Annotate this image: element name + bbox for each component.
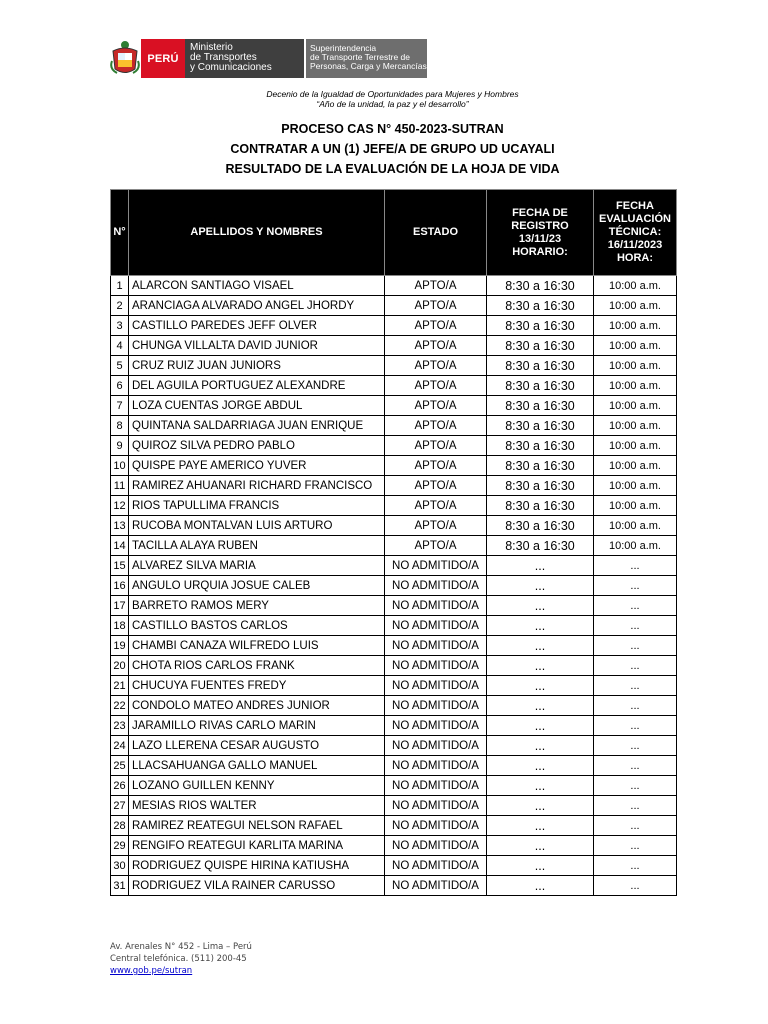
status-cell: APTO/A xyxy=(385,336,487,356)
applicant-name: CRUZ RUIZ JUAN JUNIORS xyxy=(129,356,385,376)
applicant-name: CHUCUYA FUENTES FREDY xyxy=(129,676,385,696)
applicant-name: CHUNGA VILLALTA DAVID JUNIOR xyxy=(129,336,385,356)
table-row xyxy=(111,876,677,896)
applicant-name: JARAMILLO RIVAS CARLO MARIN xyxy=(129,716,385,736)
table-row xyxy=(111,676,677,696)
table-row xyxy=(111,556,677,576)
applicant-name: ALVAREZ SILVA MARIA xyxy=(129,556,385,576)
super-line: de Transporte Terrestre de xyxy=(310,52,411,62)
registro-cell: 8:30 a 16:30 xyxy=(487,376,594,396)
registro-cell: ... xyxy=(487,836,594,856)
row-number: 2 xyxy=(111,296,129,316)
hora-cell: ... xyxy=(594,836,677,856)
table-row xyxy=(111,336,677,356)
applicant-name: RODRIGUEZ VILA RAINER CARUSSO xyxy=(129,876,385,896)
registro-cell: ... xyxy=(487,756,594,776)
footer xyxy=(110,941,252,977)
table-row xyxy=(111,616,677,636)
applicant-name: ARANCIAGA ALVARADO ANGEL JHORDY xyxy=(129,296,385,316)
status-cell: APTO/A xyxy=(385,296,487,316)
hora-cell: ... xyxy=(594,856,677,876)
row-number: 5 xyxy=(111,356,129,376)
applicant-name: LOZANO GUILLEN KENNY xyxy=(129,776,385,796)
table-row xyxy=(111,356,677,376)
hora-cell: 10:00 a.m. xyxy=(594,336,677,356)
row-number: 4 xyxy=(111,336,129,356)
row-number: 7 xyxy=(111,396,129,416)
registro-cell: 8:30 a 16:30 xyxy=(487,416,594,436)
registro-cell: ... xyxy=(487,856,594,876)
applicant-name: LOZA CUENTAS JORGE ABDUL xyxy=(129,396,385,416)
hora-cell: ... xyxy=(594,716,677,736)
hora-cell: 10:00 a.m. xyxy=(594,516,677,536)
applicant-name: LLACSAHUANGA GALLO MANUEL xyxy=(129,756,385,776)
row-number: 25 xyxy=(111,756,129,776)
footer-link[interactable]: www.gob.pe/sutran xyxy=(110,966,193,976)
registro-cell: ... xyxy=(487,636,594,656)
table-row xyxy=(111,436,677,456)
status-cell: NO ADMITIDO/A xyxy=(385,756,487,776)
status-cell: NO ADMITIDO/A xyxy=(385,836,487,856)
applicant-name: CONDOLO MATEO ANDRES JUNIOR xyxy=(129,696,385,716)
applicant-name: RUCOBA MONTALVAN LUIS ARTURO xyxy=(129,516,385,536)
status-cell: APTO/A xyxy=(385,356,487,376)
row-number: 10 xyxy=(111,456,129,476)
row-number: 15 xyxy=(111,556,129,576)
table-row xyxy=(111,316,677,336)
hora-cell: ... xyxy=(594,736,677,756)
header-evaluacion-line: EVALUACIÓN xyxy=(599,213,671,225)
row-number: 1 xyxy=(111,276,129,296)
status-cell: APTO/A xyxy=(385,396,487,416)
super-line: Superintendencia xyxy=(310,43,377,53)
registro-cell: 8:30 a 16:30 xyxy=(487,536,594,556)
hora-cell: 10:00 a.m. xyxy=(594,396,677,416)
registro-cell: ... xyxy=(487,556,594,576)
hora-cell: ... xyxy=(594,576,677,596)
row-number: 30 xyxy=(111,856,129,876)
row-number: 23 xyxy=(111,716,129,736)
header-registro-line: FECHA DE xyxy=(512,206,568,219)
table-row xyxy=(111,456,677,476)
hora-cell: 10:00 a.m. xyxy=(594,476,677,496)
status-cell: NO ADMITIDO/A xyxy=(385,856,487,876)
header-evaluacion-line: FECHA xyxy=(616,200,654,212)
hora-cell: 10:00 a.m. xyxy=(594,496,677,516)
status-cell: APTO/A xyxy=(385,436,487,456)
hora-cell: 10:00 a.m. xyxy=(594,316,677,336)
registro-cell: ... xyxy=(487,876,594,896)
super-line: Personas, Carga y Mercancías xyxy=(310,61,427,71)
registro-cell: 8:30 a 16:30 xyxy=(487,296,594,316)
table-header-row xyxy=(111,190,677,276)
status-cell: NO ADMITIDO/A xyxy=(385,656,487,676)
hora-cell: ... xyxy=(594,616,677,636)
status-cell: APTO/A xyxy=(385,416,487,436)
applicant-name: QUINTANA SALDARRIAGA JUAN ENRIQUE xyxy=(129,416,385,436)
applicant-name: MESIAS RIOS WALTER xyxy=(129,796,385,816)
header-estado: ESTADO xyxy=(385,190,487,276)
position-title: CONTRATAR A UN (1) JEFE/A DE GRUPO UD UCAYALI xyxy=(230,142,555,156)
results-table xyxy=(110,189,677,896)
status-cell: APTO/A xyxy=(385,376,487,396)
applicant-name: TACILLA ALAYA RUBEN xyxy=(129,536,385,556)
status-cell: NO ADMITIDO/A xyxy=(385,876,487,896)
registro-cell: 8:30 a 16:30 xyxy=(487,476,594,496)
table-row xyxy=(111,296,677,316)
header-evaluacion-line: 16/11/2023 xyxy=(607,239,663,251)
status-cell: NO ADMITIDO/A xyxy=(385,676,487,696)
applicant-name: ANGULO URQUIA JOSUE CALEB xyxy=(129,576,385,596)
registro-cell: 8:30 a 16:30 xyxy=(487,316,594,336)
status-cell: NO ADMITIDO/A xyxy=(385,556,487,576)
decenio-text xyxy=(0,89,768,109)
table-row xyxy=(111,516,677,536)
table-row xyxy=(111,836,677,856)
hora-cell: 10:00 a.m. xyxy=(594,376,677,396)
applicant-name: ALARCON SANTIAGO VISAEL xyxy=(129,276,385,296)
applicant-name: CASTILLO PAREDES JEFF OLVER xyxy=(129,316,385,336)
registro-cell: 8:30 a 16:30 xyxy=(487,496,594,516)
footer-phone: Central telefónica. (511) 200-45 xyxy=(110,954,247,964)
row-number: 17 xyxy=(111,596,129,616)
status-cell: NO ADMITIDO/A xyxy=(385,816,487,836)
table-row xyxy=(111,536,677,556)
hora-cell: ... xyxy=(594,876,677,896)
status-cell: NO ADMITIDO/A xyxy=(385,696,487,716)
table-row xyxy=(111,416,677,436)
table-row xyxy=(111,496,677,516)
row-number: 22 xyxy=(111,696,129,716)
ministry-line: de Transportes xyxy=(190,52,257,63)
registro-cell: 8:30 a 16:30 xyxy=(487,276,594,296)
row-number: 29 xyxy=(111,836,129,856)
table-row xyxy=(111,376,677,396)
decenio-line: Decenio de la Igualdad de Oportunidades para Mujeres y Hombres xyxy=(266,89,519,99)
header-logo xyxy=(109,39,427,78)
row-number: 21 xyxy=(111,676,129,696)
registro-cell: ... xyxy=(487,696,594,716)
registro-cell: ... xyxy=(487,816,594,836)
header-evaluacion-line: HORA: xyxy=(616,252,654,264)
row-number: 14 xyxy=(111,536,129,556)
status-cell: NO ADMITIDO/A xyxy=(385,616,487,636)
header-nombres: APELLIDOS Y NOMBRES xyxy=(129,190,385,276)
status-cell: NO ADMITIDO/A xyxy=(385,716,487,736)
header-num: N° xyxy=(111,190,129,276)
process-title: PROCESO CAS N° 450-2023-SUTRAN xyxy=(281,122,504,136)
row-number: 28 xyxy=(111,816,129,836)
hora-cell: ... xyxy=(594,636,677,656)
ministry-line: Ministerio xyxy=(190,42,233,53)
row-number: 13 xyxy=(111,516,129,536)
status-cell: APTO/A xyxy=(385,456,487,476)
hora-cell: 10:00 a.m. xyxy=(594,416,677,436)
superintendencia-label xyxy=(306,39,427,78)
row-number: 12 xyxy=(111,496,129,516)
row-number: 8 xyxy=(111,416,129,436)
header-registro-line: 13/11/23 xyxy=(518,232,562,245)
applicant-name: RAMIREZ REATEGUI NELSON RAFAEL xyxy=(129,816,385,836)
hora-cell: ... xyxy=(594,696,677,716)
anio-line: “Año de la unidad, la paz y el desarrollo” xyxy=(316,99,469,109)
row-number: 6 xyxy=(111,376,129,396)
hora-cell: 10:00 a.m. xyxy=(594,276,677,296)
row-number: 26 xyxy=(111,776,129,796)
registro-cell: ... xyxy=(487,716,594,736)
status-cell: NO ADMITIDO/A xyxy=(385,576,487,596)
registro-cell: ... xyxy=(487,776,594,796)
applicant-name: RAMIREZ AHUANARI RICHARD FRANCISCO xyxy=(129,476,385,496)
hora-cell: ... xyxy=(594,816,677,836)
applicant-name: LAZO LLERENA CESAR AUGUSTO xyxy=(129,736,385,756)
table-row xyxy=(111,696,677,716)
table-row xyxy=(111,596,677,616)
applicant-name: RIOS TAPULLIMA FRANCIS xyxy=(129,496,385,516)
applicant-name: DEL AGUILA PORTUGUEZ ALEXANDRE xyxy=(129,376,385,396)
header-registro-line: HORARIO: xyxy=(512,245,568,258)
table-row xyxy=(111,816,677,836)
row-number: 16 xyxy=(111,576,129,596)
table-row xyxy=(111,636,677,656)
table-row xyxy=(111,776,677,796)
applicant-name: CHOTA RIOS CARLOS FRANK xyxy=(129,656,385,676)
applicant-name: RENGIFO REATEGUI KARLITA MARINA xyxy=(129,836,385,856)
hora-cell: 10:00 a.m. xyxy=(594,536,677,556)
hora-cell: ... xyxy=(594,796,677,816)
hora-cell: 10:00 a.m. xyxy=(594,456,677,476)
hora-cell: ... xyxy=(594,656,677,676)
table-row xyxy=(111,396,677,416)
registro-cell: ... xyxy=(487,656,594,676)
hora-cell: ... xyxy=(594,596,677,616)
status-cell: APTO/A xyxy=(385,516,487,536)
header-evaluacion-line: TÉCNICA: xyxy=(608,226,662,238)
registro-cell: 8:30 a 16:30 xyxy=(487,396,594,416)
row-number: 3 xyxy=(111,316,129,336)
status-cell: APTO/A xyxy=(385,316,487,336)
header-registro-line: REGISTRO xyxy=(511,219,569,232)
hora-cell: 10:00 a.m. xyxy=(594,296,677,316)
status-cell: APTO/A xyxy=(385,476,487,496)
registro-cell: 8:30 a 16:30 xyxy=(487,436,594,456)
table-row xyxy=(111,796,677,816)
hora-cell: 10:00 a.m. xyxy=(594,356,677,376)
registro-cell: ... xyxy=(487,736,594,756)
status-cell: NO ADMITIDO/A xyxy=(385,796,487,816)
table-row xyxy=(111,736,677,756)
peru-label: PERÚ xyxy=(141,39,185,78)
hora-cell: ... xyxy=(594,776,677,796)
row-number: 18 xyxy=(111,616,129,636)
header-evaluacion xyxy=(594,190,677,276)
registro-cell: ... xyxy=(487,596,594,616)
applicant-name: QUISPE PAYE AMERICO YUVER xyxy=(129,456,385,476)
status-cell: NO ADMITIDO/A xyxy=(385,776,487,796)
hora-cell: 10:00 a.m. xyxy=(594,436,677,456)
applicant-name: QUIROZ SILVA PEDRO PABLO xyxy=(129,436,385,456)
status-cell: APTO/A xyxy=(385,536,487,556)
table-row xyxy=(111,756,677,776)
status-cell: NO ADMITIDO/A xyxy=(385,736,487,756)
result-title: RESULTADO DE LA EVALUACIÓN DE LA HOJA DE VIDA xyxy=(225,162,560,176)
hora-cell: ... xyxy=(594,556,677,576)
hora-cell: ... xyxy=(594,756,677,776)
status-cell: NO ADMITIDO/A xyxy=(385,596,487,616)
header-registro xyxy=(487,190,594,276)
registro-cell: 8:30 a 16:30 xyxy=(487,516,594,536)
row-number: 20 xyxy=(111,656,129,676)
registro-cell: ... xyxy=(487,796,594,816)
status-cell: APTO/A xyxy=(385,276,487,296)
table-row xyxy=(111,656,677,676)
applicant-name: BARRETO RAMOS MERY xyxy=(129,596,385,616)
row-number: 31 xyxy=(111,876,129,896)
table-row xyxy=(111,576,677,596)
coat-of-arms-icon xyxy=(109,39,141,78)
ministry-label xyxy=(185,39,304,78)
document-titles xyxy=(0,119,768,179)
table-row xyxy=(111,476,677,496)
registro-cell: ... xyxy=(487,616,594,636)
registro-cell: 8:30 a 16:30 xyxy=(487,336,594,356)
applicant-name: CHAMBI CANAZA WILFREDO LUIS xyxy=(129,636,385,656)
row-number: 9 xyxy=(111,436,129,456)
status-cell: APTO/A xyxy=(385,496,487,516)
registro-cell: ... xyxy=(487,576,594,596)
row-number: 19 xyxy=(111,636,129,656)
row-number: 11 xyxy=(111,476,129,496)
row-number: 27 xyxy=(111,796,129,816)
table-row xyxy=(111,276,677,296)
table-row xyxy=(111,716,677,736)
registro-cell: 8:30 a 16:30 xyxy=(487,356,594,376)
footer-address: Av. Arenales N° 452 - Lima – Perú xyxy=(110,942,252,952)
status-cell: NO ADMITIDO/A xyxy=(385,636,487,656)
ministry-line: y Comunicaciones xyxy=(190,62,272,73)
applicant-name: CASTILLO BASTOS CARLOS xyxy=(129,616,385,636)
hora-cell: ... xyxy=(594,676,677,696)
table-row xyxy=(111,856,677,876)
row-number: 24 xyxy=(111,736,129,756)
registro-cell: ... xyxy=(487,676,594,696)
registro-cell: 8:30 a 16:30 xyxy=(487,456,594,476)
applicant-name: RODRIGUEZ QUISPE HIRINA KATIUSHA xyxy=(129,856,385,876)
